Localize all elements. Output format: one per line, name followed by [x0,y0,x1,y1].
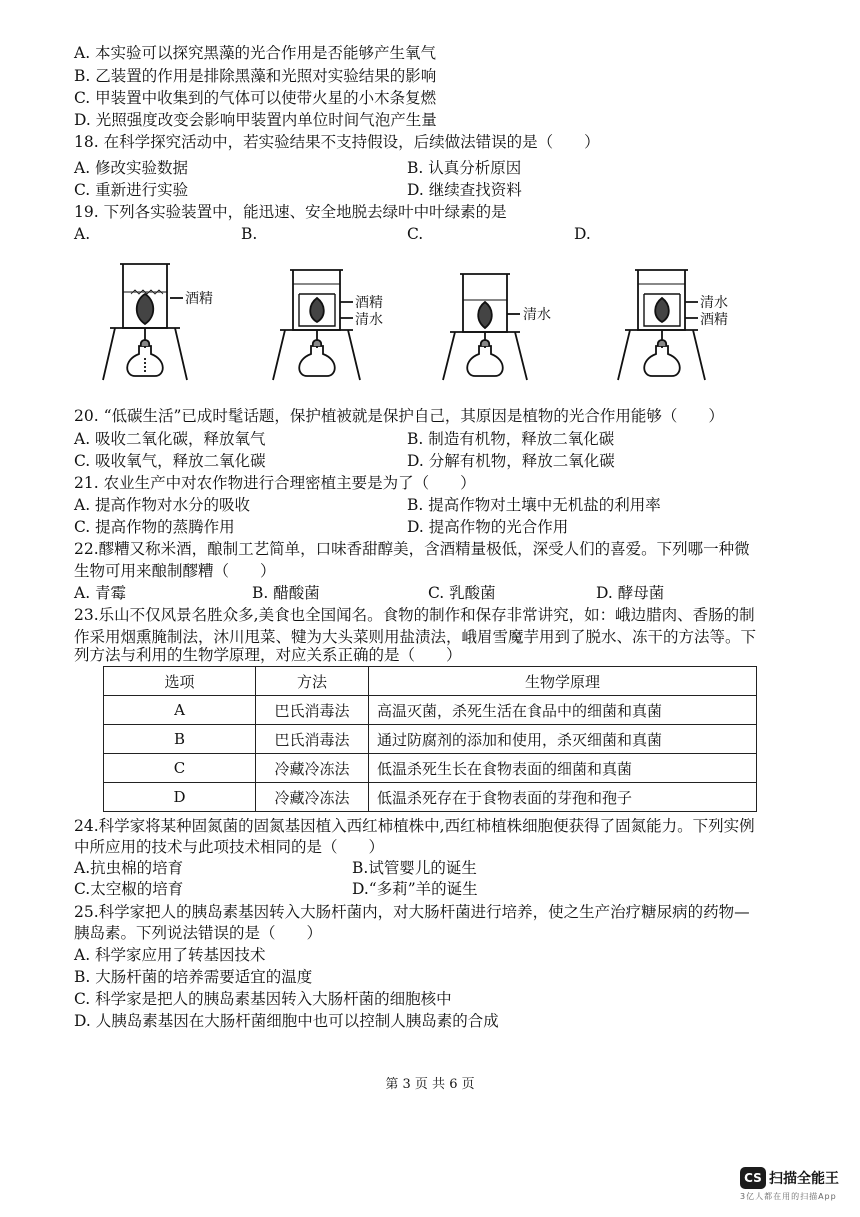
q20-option-c: C. 吸收氧气，释放二氧化碳 [74,452,266,470]
q25-stem-line1: 25.科学家把人的胰岛素基因转入大肠杆菌内，对大肠杆菌进行培养，使之生产治疗糖尿病的药物— [74,903,750,921]
apparatus-c [443,274,527,380]
q24-stem-line2: 中所应用的技术与此项技术相同的是（ ） [74,838,385,856]
q25-stem-line2: 胰岛素。下列说法错误的是（ ） [74,924,323,942]
q22-option-a: A. 青霉 [74,584,127,602]
q22-stem-line2: 生物可用来酿制醪糟（ ） [74,562,276,580]
table-cell: 冷藏冷冻法 [256,754,369,783]
label-d-alcohol: 酒精 [700,312,728,328]
q18-option-a: A. 修改实验数据 [74,159,189,177]
q18-option-c: C. 重新进行实验 [74,181,189,199]
q21-option-b: B. 提高作物对土壤中无机盐的利用率 [407,496,661,514]
table-cell: B [104,725,256,754]
q24-option-b: B.试管婴儿的诞生 [352,859,477,877]
q18-option-d: D. 继续查找资料 [407,181,522,199]
q21-option-c: C. 提高作物的蒸腾作用 [74,518,235,536]
q20-stem: 20. “低碳生活”已成时髦话题，保护植被就是保护自己，其原因是植物的光合作用能够（ ） [74,407,724,425]
table-row [104,696,757,725]
label-b-alcohol: 酒精 [355,295,383,311]
table-row [104,725,757,754]
apparatus-a [103,264,187,380]
q17-option-a: A. 本实验可以探究黑藻的光合作用是否能够产生氧气 [74,44,437,62]
scanner-watermark [740,1167,839,1202]
q24-option-a: A.抗虫棉的培育 [74,859,184,877]
q19-letter-a: A. [74,225,91,243]
table-cell: 低温杀死生长在食物表面的细菌和真菌 [369,754,757,783]
q21-option-a: A. 提高作物对水分的吸收 [74,496,251,514]
camscanner-logo-icon: CS [740,1167,766,1189]
q25-option-b: B. 大肠杆菌的培养需要适宜的温度 [74,968,313,986]
table-row [104,783,757,812]
q21-stem: 21. 农业生产中对农作物进行合理密植主要是为了（ ） [74,474,476,492]
label-c-water: 清水 [523,307,551,323]
q17-option-c: C. 甲装置中收集到的气体可以使带火星的小木条复燃 [74,89,437,107]
q24-option-d: D.“多莉”羊的诞生 [352,880,478,898]
q20-option-b: B. 制造有机物，释放二氧化碳 [407,430,615,448]
q23-stem-line3: 列方法与利用的生物学原理，对应关系正确的是（ ） [74,646,462,664]
table-cell: C [104,754,256,783]
q22-stem-line1: 22.醪糟又称米酒，酿制工艺简单，口味香甜醇美，含酒精量极低，深受人们的喜爱。下列哪一种微 [74,540,750,558]
q19-letter-c: C. [407,225,424,243]
table-cell: 巴氏消毒法 [256,725,369,754]
table-cell: 巴氏消毒法 [256,696,369,725]
q17-option-b: B. 乙装置的作用是排除黑藻和光照对实验结果的影响 [74,67,437,85]
apparatus-b [273,270,360,380]
table-header: 方法 [256,667,369,696]
label-a-alcohol: 酒精 [185,291,213,307]
table-cell: A [104,696,256,725]
q24-stem-line1: 24.科学家将某种固氮菌的固氮基因植入西红柿植株中,西红柿植株细胞便获得了固氮能力。下列实例 [74,817,755,835]
table-cell: 冷藏冷冻法 [256,783,369,812]
q18-option-b: B. 认真分析原因 [407,159,522,177]
q23-stem-line2: 作采用烟熏腌制法，沐川甩菜、犍为大头菜则用盐渍法，峨眉雪魔芋用到了脱水、冻干的方法等。下 [74,628,757,646]
watermark-name: 扫描全能王 [769,1171,839,1187]
q25-option-a: A. 科学家应用了转基因技术 [74,946,266,964]
q22-option-d: D. 酵母菌 [596,584,665,602]
table-cell: 低温杀死存在于食物表面的芽孢和孢子 [369,783,757,812]
q22-option-b: B. 醋酸菌 [252,584,320,602]
q19-apparatus-figure [95,258,735,398]
table-header-row [104,667,757,696]
watermark-tagline: 3亿人都在用的扫描App [740,1192,837,1201]
q21-option-d: D. 提高作物的光合作用 [407,518,569,536]
q20-option-d: D. 分解有机物，释放二氧化碳 [407,452,615,470]
table-header: 选项 [104,667,256,696]
q25-option-d: D. 人胰岛素基因在大肠杆菌细胞中也可以控制人胰岛素的合成 [74,1012,499,1030]
q17-option-d: D. 光照强度改变会影响甲装置内单位时间气泡产生量 [74,111,437,129]
page-number: 第 3 页 共 6 页 [385,1077,475,1092]
label-b-water: 清水 [355,312,383,328]
apparatus-d [618,270,705,380]
table-row [104,754,757,783]
q19-stem: 19. 下列各实验装置中，能迅速、安全地脱去绿叶中叶绿素的是 [74,203,507,221]
q22-option-c: C. 乳酸菌 [428,584,496,602]
label-d-water: 清水 [700,295,728,311]
q24-option-c: C.太空椒的培育 [74,880,184,898]
q20-option-a: A. 吸收二氧化碳，释放氧气 [74,430,266,448]
q19-letter-d: D. [574,225,591,243]
q23-table [103,666,757,812]
table-header: 生物学原理 [369,667,757,696]
q18-stem: 18. 在科学探究活动中，若实验结果不支持假设，后续做法错误的是（ ） [74,133,600,151]
table-cell: 通过防腐剂的添加和使用，杀灭细菌和真菌 [369,725,757,754]
q25-option-c: C. 科学家是把人的胰岛素基因转入大肠杆菌的细胞核中 [74,990,452,1008]
q23-stem-line1: 23.乐山不仅风景名胜众多,美食也全国闻名。食物的制作和保存非常讲究，如：峨边腊肉、香肠的制 [74,606,755,624]
table-cell: 高温灭菌，杀死生活在食品中的细菌和真菌 [369,696,757,725]
q19-letter-b: B. [241,225,258,243]
table-cell: D [104,783,256,812]
